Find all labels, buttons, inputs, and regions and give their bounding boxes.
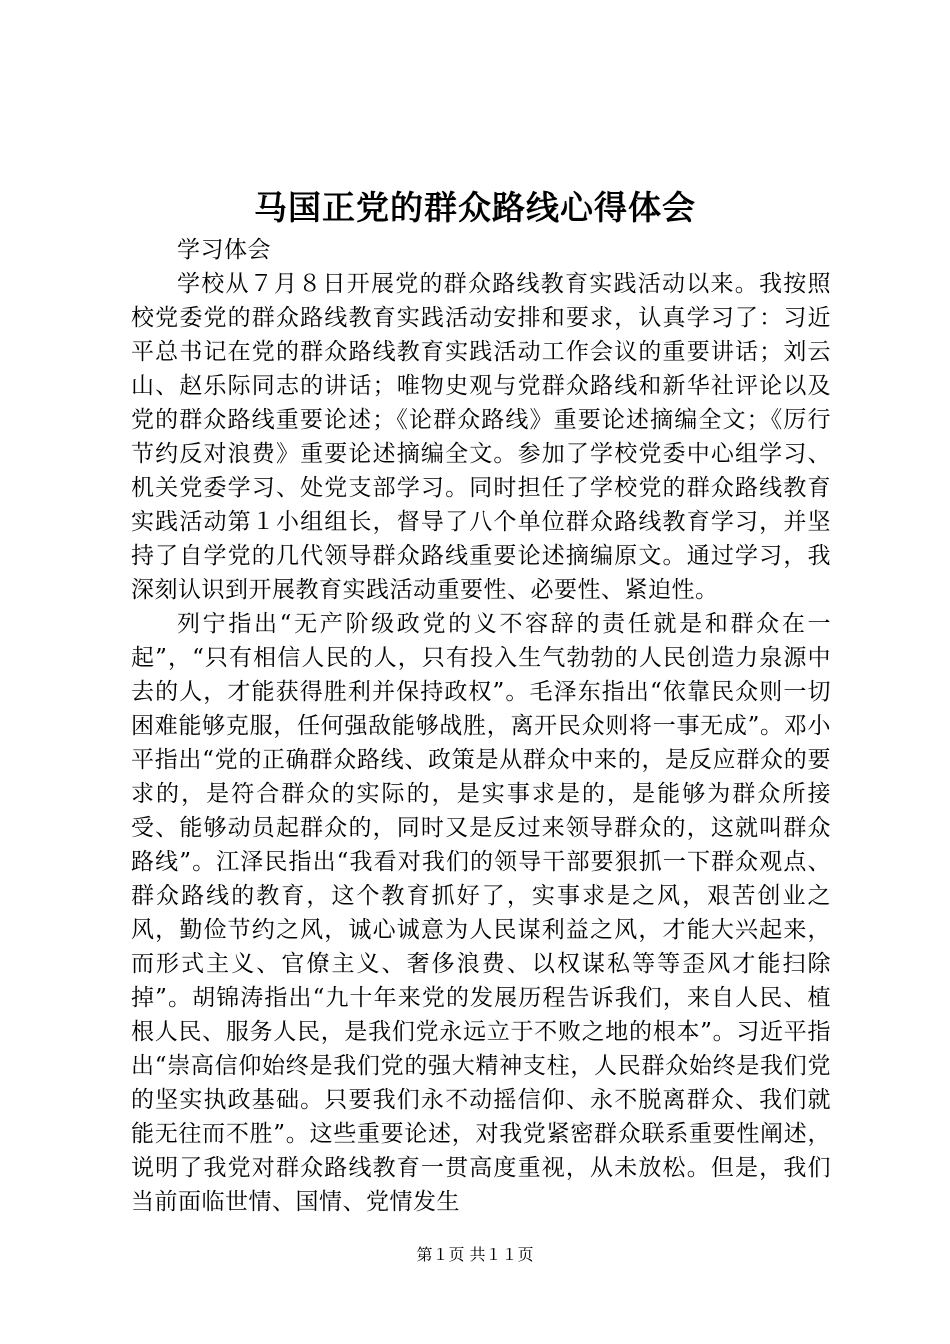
page-number-footer: 第１页 共１１页 <box>416 1245 534 1264</box>
document-title: 马国正党的群众路线心得体会 <box>254 188 696 227</box>
paragraph: 列宁指出“无产阶级政党的义不容辞的责任就是和群众在一起”，“只有相信人民的人，只有投入生气勃勃的人民创造力泉源中去的人，才能获得胜利并保持政权”。毛泽东指出“依靠民众则一切困难能够克服，任何强敌能够战胜，离开民众则将一事无成”。邓小平指出“党的正确群众路线、政策是从群众中来的，是反应群众的要求的，是符合群众的实际的，是实事求是的，是能够为群众所接受、能够动员起群众的，同时又是反过来领导群众的，这就叫群众路线”。江泽民指出“我看对我们的领导干部要狠抓一下群众观点、群众路线的教育，这个教育抓好了，实事求是之风，艰苦创业之风，勤俭节约之风，诚心诚意为人民谋利益之风，才能大兴起来，而形式主义、官僚主义、奢侈浪费、以权谋私等等歪风才能扫除掉”。胡锦涛指出“九十年来党的发展历程告诉我们，来自人民、植根人民、服务人民，是我们党永远立于不败之地的根本”。习近平指出“崇高信仰始终是我们党的强大精神支柱，人民群众始终是我们党的坚实执政基础。只要我们永不动摇信仰、永不脱离群众、我们就能无往而不胜”。这些重要论述，对我党紧密群众联系重要性阐述，说明了我党对群众路线教育一贯高度重视，从未放松。但是，我们当前面临世情、国情、党情发生 <box>131 611 831 1215</box>
paragraph-heading: 学习体会 <box>177 237 271 263</box>
document-body <box>131 233 831 1219</box>
paragraph: 学校从７月８日开展党的群众路线教育实践活动以来。我按照校党委党的群众路线教育实践活动安排和要求，认真学习了：习近平总书记在党的群众路线教育实践活动工作会议的重要讲话；刘云山、赵乐际同志的讲话；唯物史观与党群众路线和新华社评论以及党的群众路线重要论述；《论群众路线》重要论述摘编全文；《厉行节约反对浪费》重要论述摘编全文。参加了学校党委中心组学习、机关党委学习、处党支部学习。同时担任了学校党的群众路线教育实践活动第１小组组长，督导了八个单位群众路线教育学习，并坚持了自学党的几代领导群众路线重要论述摘编原文。通过学习，我深刻认识到开展教育实践活动重要性、必要性、紧迫性。 <box>131 271 831 603</box>
